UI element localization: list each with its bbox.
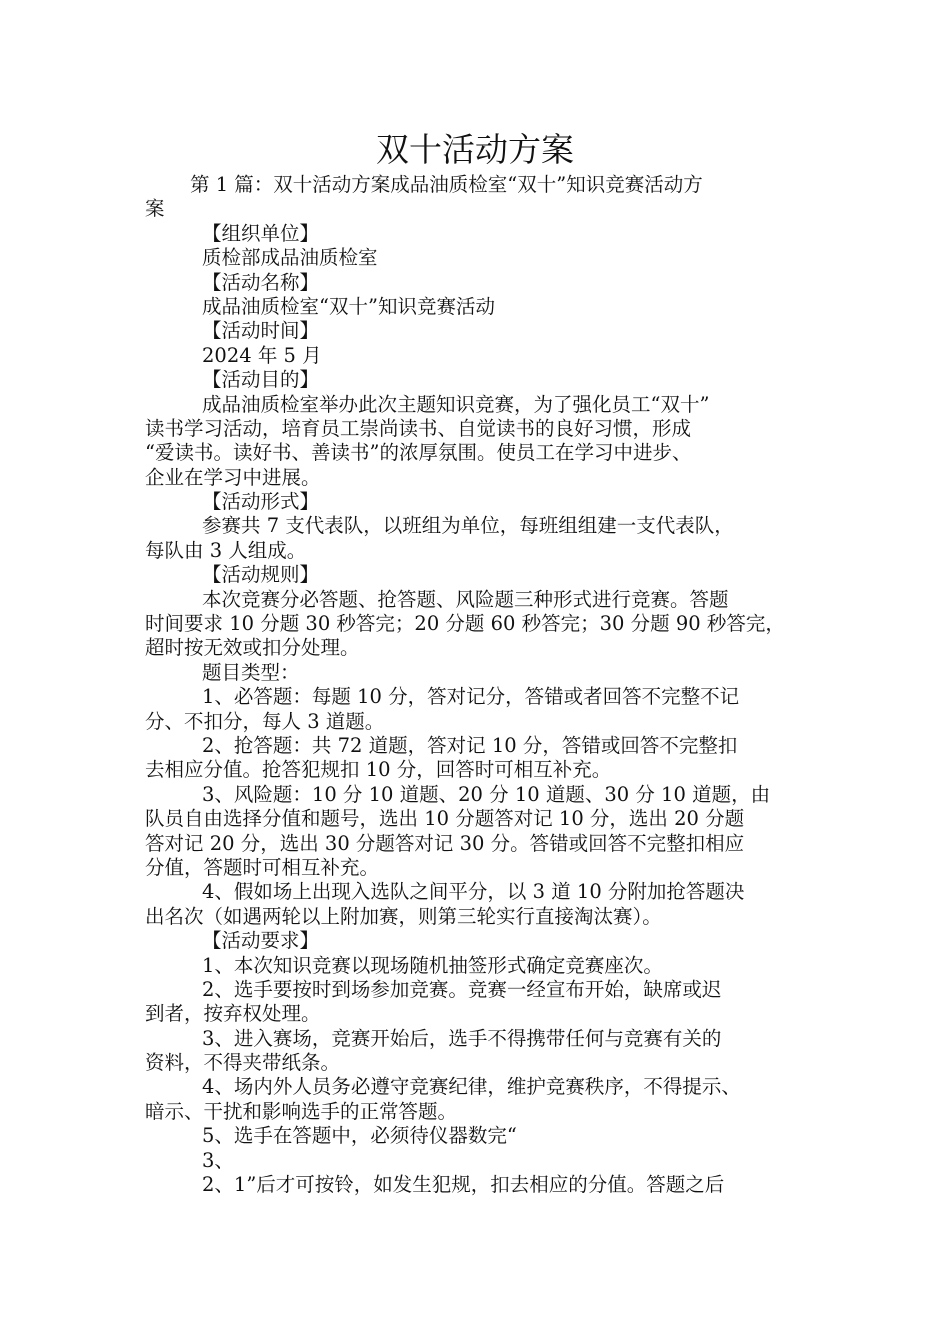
text-line: 1、必答题：每题 10 分，答对记分，答错或者回答不完整不记 (202, 685, 740, 709)
text-line: 质检部成品油质检室 (202, 246, 378, 270)
text-line: 成品油质检室举办此次主题知识竞赛，为了强化员工“双十” (202, 392, 710, 416)
section-heading: 【活动时间】 (202, 319, 320, 343)
text-line: 读书学习活动，培育员工崇尚读书、自觉读书的良好习惯，形成 (145, 416, 692, 440)
text-line: 到者，按弃权处理。 (145, 1002, 321, 1026)
text-line: 5、选手在答题中，必须待仪器数完“ (202, 1124, 517, 1148)
section-heading: 【活动要求】 (202, 929, 320, 953)
section-heading: 【活动规则】 (202, 563, 320, 587)
section-heading: 【活动名称】 (202, 270, 320, 294)
section-heading: 【活动形式】 (202, 490, 320, 514)
text-line: 第 1 篇：双十活动方案成品油质检室“双十”知识竞赛活动方 (190, 173, 703, 196)
document-body (145, 173, 813, 1197)
text-line: 出名次（如遇两轮以上附加赛，则第三轮实行直接淘汰赛）。 (145, 904, 662, 928)
text-line: 资料，不得夹带纸条。 (145, 1051, 341, 1075)
text-line: 时间要求 10 分题 30 秒答完；20 分题 60 秒答完；30 分题 90 秒答完， (145, 612, 785, 636)
text-line: 2、抢答题：共 72 道题，答对记 10 分，答错或回答不完整扣 (202, 733, 738, 757)
text-line: 分值，答题时可相互补充。 (145, 855, 380, 879)
text-line: 题目类型： (202, 660, 300, 684)
text-line: 暗示、干扰和影响选手的正常答题。 (145, 1099, 458, 1123)
text-line: 成品油质检室“双十”知识竞赛活动 (202, 294, 495, 318)
text-line: 分、不扣分，每人 3 道题。 (145, 709, 385, 733)
text-line: 3、进入赛场，竞赛开始后，选手不得携带任何与竞赛有关的 (202, 1026, 722, 1050)
document-title: 双十活动方案 (376, 130, 574, 169)
text-line: 1、本次知识竞赛以现场随机抽签形式确定竞赛座次。 (202, 953, 663, 977)
text-line: 案 (145, 197, 165, 221)
text-line: 企业在学习中进展。 (145, 465, 321, 489)
text-line: 本次竞赛分必答题、抢答题、风险题三种形式进行竞赛。答题 (202, 587, 729, 611)
text-line: 3、 (202, 1148, 234, 1172)
text-line: 2、1”后才可按铃，如发生犯规，扣去相应的分值。答题之后 (202, 1173, 725, 1197)
text-line: 每队由 3 人组成。 (145, 538, 307, 562)
section-heading: 【活动目的】 (202, 368, 320, 392)
text-line: “爱读书。读好书、善读书”的浓厚氛围。使员工在学习中进步、 (145, 441, 692, 465)
text-line: 2024 年 5 月 (202, 343, 322, 367)
text-line: 去相应分值。抢答犯规扣 10 分，回答时可相互补充。 (145, 758, 612, 782)
text-line: 3、风险题：10 分 10 道题、20 分 10 道题、30 分 10 道题，由 (202, 782, 771, 806)
text-line: 4、假如场上出现入选队之间平分，以 3 道 10 分附加抢答题决 (202, 880, 745, 904)
text-line: 4、场内外人员务必遵守竞赛纪律，维护竞赛秩序，不得提示、 (202, 1075, 741, 1099)
text-line: 参赛共 7 支代表队，以班组为单位，每班组组建一支代表队， (202, 514, 734, 538)
text-line: 队员自由选择分值和题号，选出 10 分题答对记 10 分，选出 20 分题 (145, 807, 745, 831)
section-heading: 【组织单位】 (202, 221, 320, 245)
text-line: 2、选手要按时到场参加竞赛。竞赛一经宣布开始，缺席或迟 (202, 977, 722, 1001)
text-line: 答对记 20 分，选出 30 分题答对记 30 分。答错或回答不完整扣相应 (145, 831, 745, 855)
text-line: 超时按无效或扣分处理。 (145, 636, 360, 660)
